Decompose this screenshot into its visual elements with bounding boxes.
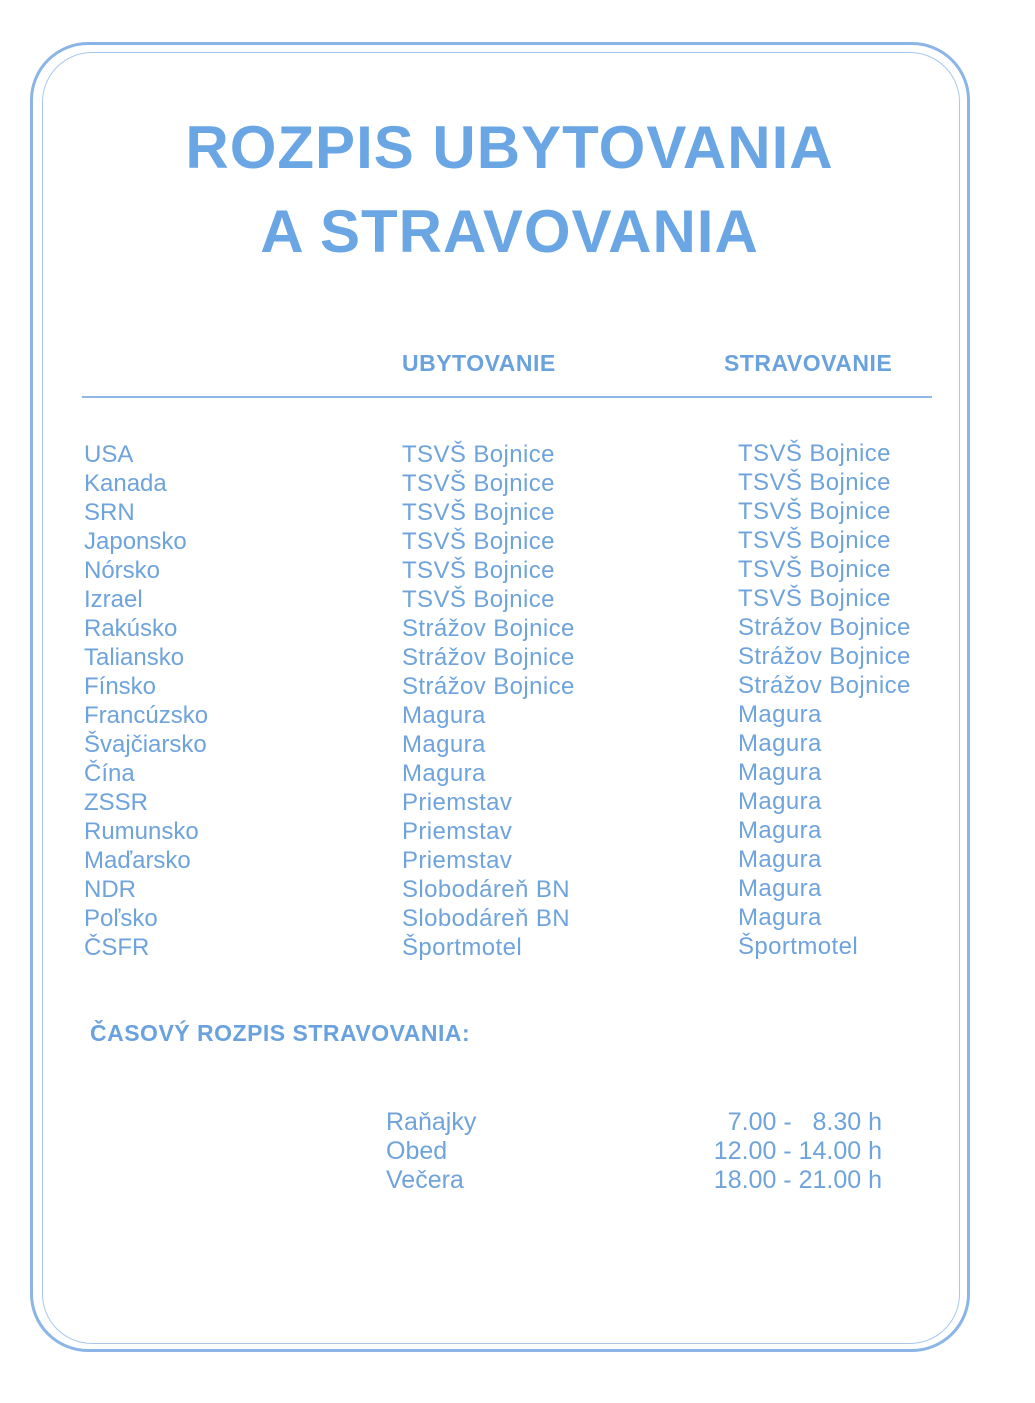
accommodation-cell: TSVŠ Bojnice (402, 470, 555, 497)
accommodation-cell: Magura (402, 760, 486, 787)
page-title-line-1: ROZPIS UBYTOVANIA (185, 114, 834, 181)
table-row (0, 933, 1035, 962)
catering-cell: TSVŠ Bojnice (738, 556, 891, 583)
catering-cell: Magura (738, 701, 822, 728)
accommodation-cell: TSVŠ Bojnice (402, 557, 555, 584)
accommodation-cell: Strážov Bojnice (402, 673, 575, 700)
catering-cell: TSVŠ Bojnice (738, 498, 891, 525)
country-cell: USA (84, 441, 134, 468)
catering-cell: Magura (738, 904, 822, 931)
country-cell: Nórsko (84, 557, 161, 584)
table-row (0, 440, 1035, 469)
catering-cell: TSVŠ Bojnice (738, 440, 891, 467)
meal-time: 18.00 - 21.00 h (713, 1166, 882, 1194)
country-cell: Taliansko (84, 644, 185, 671)
catering-cell: Strážov Bojnice (738, 672, 911, 699)
accommodation-cell: TSVŠ Bojnice (402, 499, 555, 526)
accommodation-cell: Slobodáreň BN (402, 905, 570, 932)
country-cell: Poľsko (84, 905, 158, 932)
country-cell: Švajčiarsko (84, 731, 207, 758)
country-cell: Maďarsko (84, 847, 191, 874)
column-header-catering: STRAVOVANIE (724, 350, 893, 376)
meal-name: Obed (386, 1137, 448, 1165)
table-row (0, 875, 1035, 904)
table-row (0, 643, 1035, 672)
country-cell: SRN (84, 499, 135, 526)
catering-cell: Magura (738, 759, 822, 786)
catering-cell: Magura (738, 817, 822, 844)
meal-name: Raňajky (386, 1108, 477, 1136)
catering-cell: Magura (738, 846, 822, 873)
accommodation-cell: TSVŠ Bojnice (402, 441, 555, 468)
country-cell: Kanada (84, 470, 167, 497)
table-row (0, 730, 1035, 759)
country-cell: ČSFR (84, 934, 150, 961)
table-row (0, 585, 1035, 614)
accommodation-cell: Magura (402, 731, 486, 758)
accommodation-cell: Magura (402, 702, 486, 729)
table-row (0, 498, 1035, 527)
catering-cell: TSVŠ Bojnice (738, 469, 891, 496)
accommodation-cell: Priemstav (402, 818, 513, 845)
table-row (0, 701, 1035, 730)
catering-cell: Strážov Bojnice (738, 643, 911, 670)
table-row (0, 527, 1035, 556)
catering-cell: Magura (738, 875, 822, 902)
table-row (0, 614, 1035, 643)
country-cell: Francúzsko (84, 702, 209, 729)
meal-schedule-list (0, 1108, 1035, 1195)
country-cell: Izrael (84, 586, 143, 613)
meal-row (0, 1137, 1035, 1166)
meal-time: 12.00 - 14.00 h (713, 1137, 882, 1165)
catering-cell: TSVŠ Bojnice (738, 585, 891, 612)
accommodation-cell: TSVŠ Bojnice (402, 586, 555, 613)
table-row (0, 788, 1035, 817)
country-cell: Rakúsko (84, 615, 178, 642)
catering-cell: TSVŠ Bojnice (738, 527, 891, 554)
accommodation-cell: Priemstav (402, 847, 513, 874)
accommodation-cell: Strážov Bojnice (402, 615, 575, 642)
page-title-line-2: A STRAVOVANIA (260, 198, 759, 265)
meal-row (0, 1108, 1035, 1137)
table-row (0, 759, 1035, 788)
country-cell: Rumunsko (84, 818, 199, 845)
column-header-accommodation: UBYTOVANIE (402, 350, 556, 376)
table-row (0, 846, 1035, 875)
table-row (0, 672, 1035, 701)
catering-cell: Strážov Bojnice (738, 614, 911, 641)
country-cell: ZSSR (84, 789, 149, 816)
country-cell: NDR (84, 876, 136, 903)
catering-cell: Športmotel (738, 933, 859, 960)
country-cell: Fínsko (84, 673, 157, 700)
accommodation-cell: Športmotel (402, 934, 523, 961)
table-row (0, 817, 1035, 846)
catering-cell: Magura (738, 730, 822, 757)
assignment-table (0, 440, 1035, 962)
country-cell: Čína (84, 760, 135, 787)
table-row (0, 904, 1035, 933)
accommodation-cell: Priemstav (402, 789, 513, 816)
meal-time: 7.00 - 8.30 h (727, 1108, 882, 1136)
meal-schedule-title: ČASOVÝ ROZPIS STRAVOVANIA: (90, 1020, 471, 1046)
accommodation-cell: Slobodáreň BN (402, 876, 570, 903)
meal-name: Večera (386, 1166, 464, 1194)
catering-cell: Magura (738, 788, 822, 815)
table-row (0, 469, 1035, 498)
meal-row (0, 1166, 1035, 1195)
accommodation-cell: Strážov Bojnice (402, 644, 575, 671)
accommodation-cell: TSVŠ Bojnice (402, 528, 555, 555)
table-row (0, 556, 1035, 585)
header-divider (82, 396, 932, 398)
country-cell: Japonsko (84, 528, 187, 555)
